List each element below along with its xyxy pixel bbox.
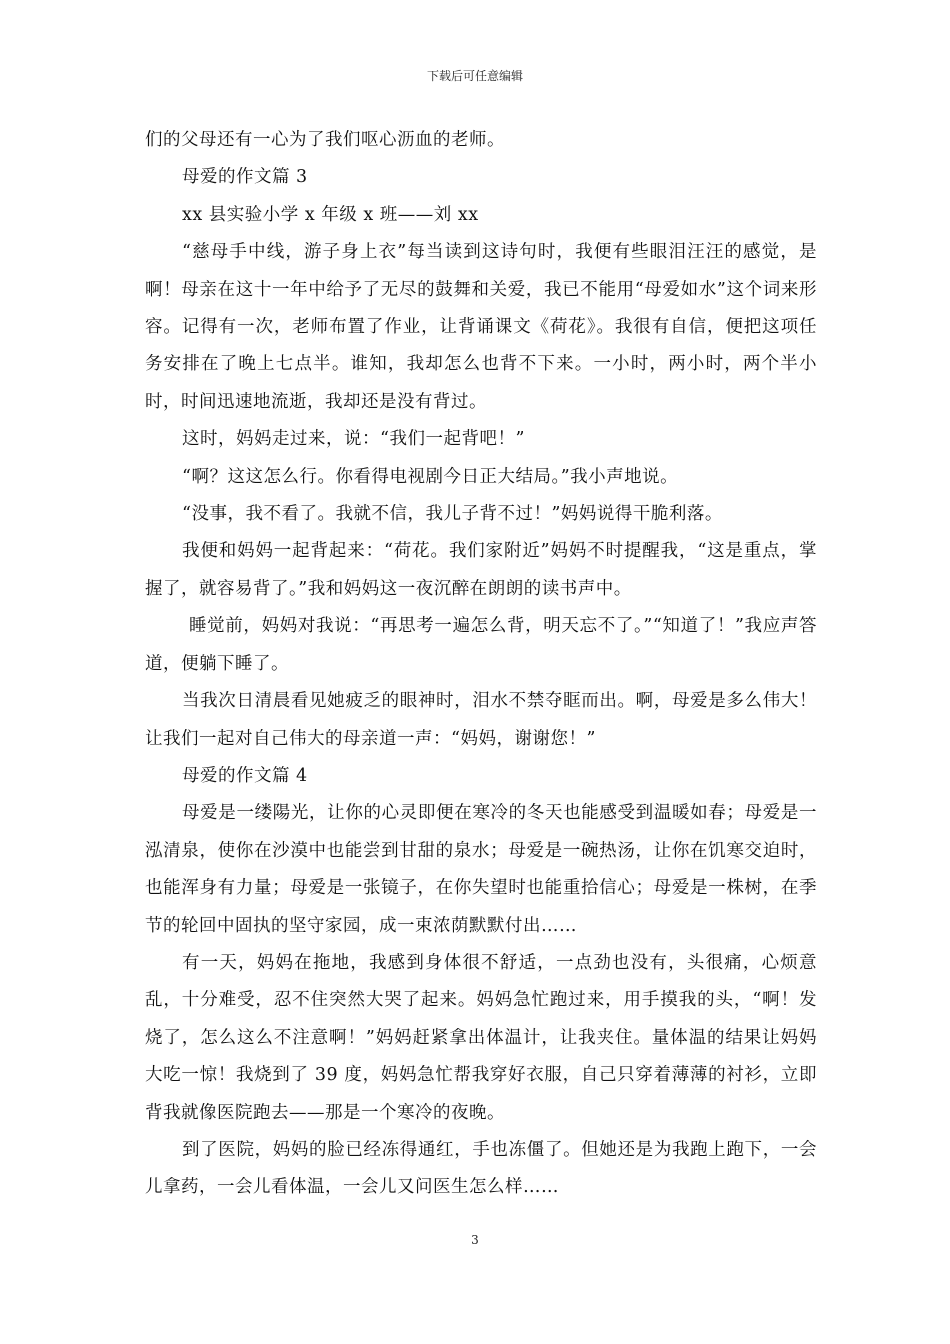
paragraph: 睡觉前，妈妈对我说：“再思考一遍怎么背，明天忘不了。”“知道了！”我应声答道，便躺下睡了。 xyxy=(145,616,817,674)
paragraph: 我便和妈妈一起背起来：“荷花。我们家附近”妈妈不时提醒我，“这是重点，掌握了，就容易背了。”我和妈妈这一夜沉醉在朗朗的读书声中。 xyxy=(145,541,817,599)
author-line: xx 县实验小学 x 年级 x 班——刘 xx xyxy=(182,204,479,225)
paragraph: 当我次日清晨看见她疲乏的眼神时，泪水不禁夺眶而出。啊，母爱是多么伟大！让我们一起对自己伟大的母亲道一声：“妈妈，谢谢您！” xyxy=(145,691,817,749)
page-header: 下载后可任意编辑 xyxy=(426,69,523,83)
section-heading: 母爱的作文篇 4 xyxy=(182,765,308,786)
paragraph: “啊？这这怎么行。你看得电视剧今日正大结局。”我小声地说。 xyxy=(182,466,679,487)
paragraph: 母爱是一缕陽光，让你的心灵即便在寒冷的冬天也能感受到温暖如春；母爱是一泓清泉，使你在沙漠中也能尝到甘甜的泉水；母爱是一碗热汤，让你在饥寒交迫时，也能浑身有力量；母爱是一张镜子，在你失望时也能重拾信心；母爱是一株树，在季节的轮回中固执的坚守家园，成一束浓荫默默付出…… xyxy=(145,803,817,936)
paragraph: 们的父母还有一心为了我们呕心沥血的老师。 xyxy=(145,130,505,150)
paragraph: 到了医院，妈妈的脸已经冻得通红，手也冻僵了。但她还是为我跑上跑下，一会儿拿药，一会儿看体温，一会儿又问医生怎么样…… xyxy=(145,1139,817,1198)
paragraph: “没事，我不看了。我就不信，我儿子背不过！”妈妈说得干脆利落。 xyxy=(182,504,723,525)
paragraph: “慈母手中线，游子身上衣”每当读到这诗句时，我便有些眼泪汪汪的感觉，是啊！母亲在这十一年中给予了无尽的鼓舞和关爱，我已不能用“母爱如水”这个词来形容。记得有一次，老师布置了作业，让背诵课文《荷花》。我很有自信，便把这项任务安排在了晚上七点半。谁知，我却怎么也背不下来。一小时，两小时，两个半小时，时间迅速地流逝，我却还是没有背过。 xyxy=(145,242,817,412)
paragraph: 这时，妈妈走过来，说：“我们一起背吧！” xyxy=(182,429,525,450)
document-body xyxy=(145,122,817,1207)
section-heading: 母爱的作文篇 3 xyxy=(182,167,308,188)
paragraph: 有一天，妈妈在拖地，我感到身体很不舒适，一点劲也没有，头很痛，心烦意乱，十分难受，忍不住突然大哭了起来。妈妈急忙跑过来，用手摸我的头，“啊！发烧了，怎么这么不注意啊！”妈妈赶紧拿出体温计，让我夹住。量体温的结果让妈妈大吃一惊！我烧到了 39 度，妈妈急忙帮我穿好衣服，自己只穿着薄薄的衬衫，立即背我就像医院跑去——那是一个寒冷的夜晚。 xyxy=(145,952,817,1123)
page-number: 3 xyxy=(471,1233,479,1247)
